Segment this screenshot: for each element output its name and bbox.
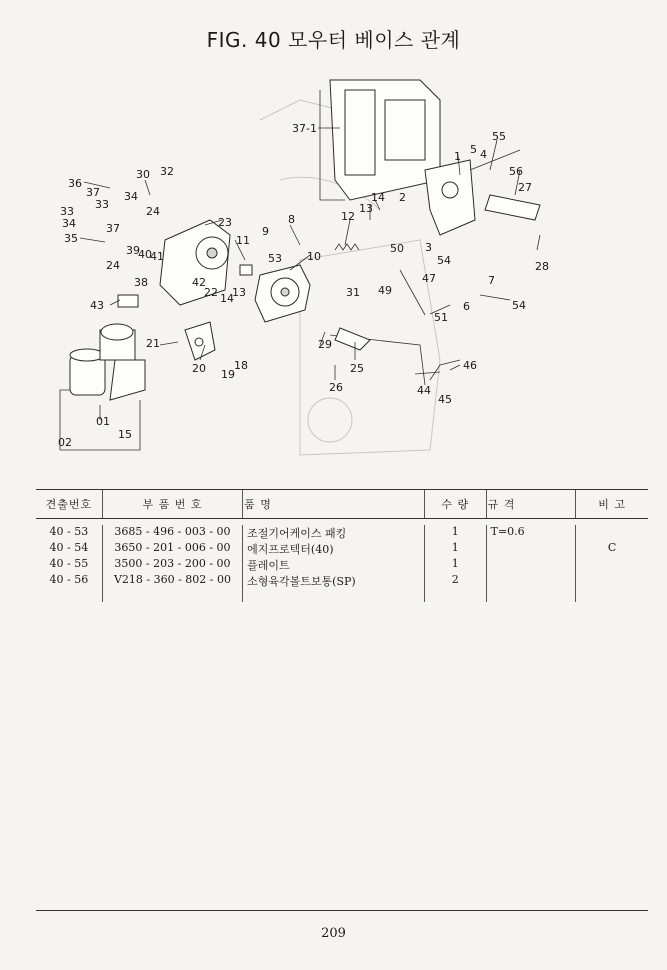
callout: 8	[288, 213, 295, 226]
cell-part-no: 3685 - 496 - 003 - 00	[102, 525, 242, 541]
callout: 9	[262, 225, 269, 238]
callout: 10	[307, 250, 321, 263]
callout: 20	[192, 362, 206, 375]
col-header-part-no: 부 품 번 호	[102, 490, 242, 519]
callout: 26	[329, 381, 343, 394]
link-rod	[330, 328, 460, 385]
callout: 39	[126, 244, 140, 257]
callout: 54	[437, 254, 451, 267]
cell-index: 40 - 56	[49, 573, 89, 586]
callout: 47	[422, 272, 436, 285]
plate	[185, 322, 215, 360]
callout: 42	[192, 276, 206, 289]
callout: 14	[220, 292, 234, 305]
col-header-index: 견출번호	[36, 490, 102, 519]
cell-note	[576, 525, 648, 541]
callout: 22	[204, 286, 218, 299]
callout: 35	[64, 232, 78, 245]
cell-part-no: 3500 - 203 - 200 - 00	[102, 557, 242, 573]
cell-qty: 2	[424, 573, 486, 589]
col-header-note: 비 고	[576, 490, 648, 519]
callout: 33	[95, 198, 109, 211]
callout: 02	[58, 436, 72, 449]
callout: 14	[371, 191, 385, 204]
page-title: FIG. 40 모우터 베이스 관계	[206, 28, 461, 52]
callout: 45	[438, 393, 452, 406]
callout: 29	[318, 338, 332, 351]
callout: 30	[136, 168, 150, 181]
callout: 34	[124, 190, 138, 203]
cell-index: 40 - 55	[49, 557, 89, 570]
callout: 3	[425, 241, 432, 254]
callout: 56	[509, 165, 523, 178]
callout: 44	[417, 384, 431, 397]
callout: 40	[138, 248, 152, 261]
callout: 24	[146, 205, 160, 218]
callout: 37	[106, 222, 120, 235]
col-header-qty: 수 량	[424, 490, 486, 519]
callout: 25	[350, 362, 364, 375]
table-row	[36, 557, 648, 573]
cell-spec	[486, 557, 576, 573]
callout: 28	[535, 260, 549, 273]
callout: 36	[68, 177, 82, 190]
cell-name: 조절기어케이스 패킹	[243, 525, 425, 541]
callout: 41	[150, 250, 164, 263]
cell-qty: 1	[424, 541, 486, 557]
cell-part-no: 3650 - 201 - 006 - 00	[102, 541, 242, 557]
cell-spec	[486, 541, 576, 557]
callout: 19	[221, 368, 235, 381]
callout: 46	[463, 359, 477, 372]
callout: 50	[390, 242, 404, 255]
callout: 23	[218, 216, 232, 229]
callout: 2	[399, 191, 406, 204]
callout: 1	[454, 150, 461, 163]
callout: 49	[378, 284, 392, 297]
cell-name: 플레이트	[243, 557, 425, 573]
callout: 4	[480, 148, 487, 161]
cell-name: 에지프로텍터(40)	[243, 541, 425, 557]
bottom-rule	[36, 910, 648, 911]
cell-note	[576, 557, 648, 573]
cell-qty: 1	[424, 557, 486, 573]
page-number: 209	[321, 926, 346, 941]
solenoid-motor	[70, 295, 145, 400]
callout: 33	[60, 205, 74, 218]
cell-spec	[486, 573, 576, 589]
table-row	[36, 573, 648, 589]
callout: 32	[160, 165, 174, 178]
callout: 7	[488, 274, 495, 287]
col-header-spec: 규 격	[486, 490, 576, 519]
frame-plate	[320, 80, 440, 200]
callout: 21	[146, 337, 160, 350]
callout: 37-1	[292, 122, 317, 135]
callout: 34	[62, 217, 76, 230]
table-empty-space	[36, 589, 648, 602]
cell-note	[576, 573, 648, 589]
callout: 55	[492, 130, 506, 143]
exploded-parts-diagram	[0, 60, 667, 460]
table-row	[36, 525, 648, 541]
callout: 27	[518, 181, 532, 194]
callout: 12	[341, 210, 355, 223]
callout: 18	[234, 359, 248, 372]
cell-spec: T=0.6	[486, 525, 576, 541]
callout: 13	[232, 286, 246, 299]
cell-part-no: V218 - 360 - 802 - 00	[102, 573, 242, 589]
table-row	[36, 541, 648, 557]
callout: 5	[470, 143, 477, 156]
callout: 38	[134, 276, 148, 289]
cell-index: 40 - 54	[49, 541, 89, 554]
spring	[335, 244, 359, 250]
callout: 01	[96, 415, 110, 428]
callout: 11	[236, 234, 250, 247]
cell-name: 소형육각볼트보통(SP)	[243, 573, 425, 589]
callout: 24	[106, 259, 120, 272]
callout: 37	[86, 186, 100, 199]
cell-qty: 1	[424, 525, 486, 541]
callout: 6	[463, 300, 470, 313]
callout: 53	[268, 252, 282, 265]
callout: 15	[118, 428, 132, 441]
parts-table	[36, 489, 648, 602]
col-header-name: 품 명	[243, 490, 425, 519]
table-header-row	[36, 490, 648, 519]
cell-note: C	[576, 541, 648, 557]
callout: 31	[346, 286, 360, 299]
callout: 43	[90, 299, 104, 312]
callout: 13	[359, 202, 373, 215]
callout: 54	[512, 299, 526, 312]
callout: 51	[434, 311, 448, 324]
cell-index: 40 - 53	[49, 525, 89, 538]
